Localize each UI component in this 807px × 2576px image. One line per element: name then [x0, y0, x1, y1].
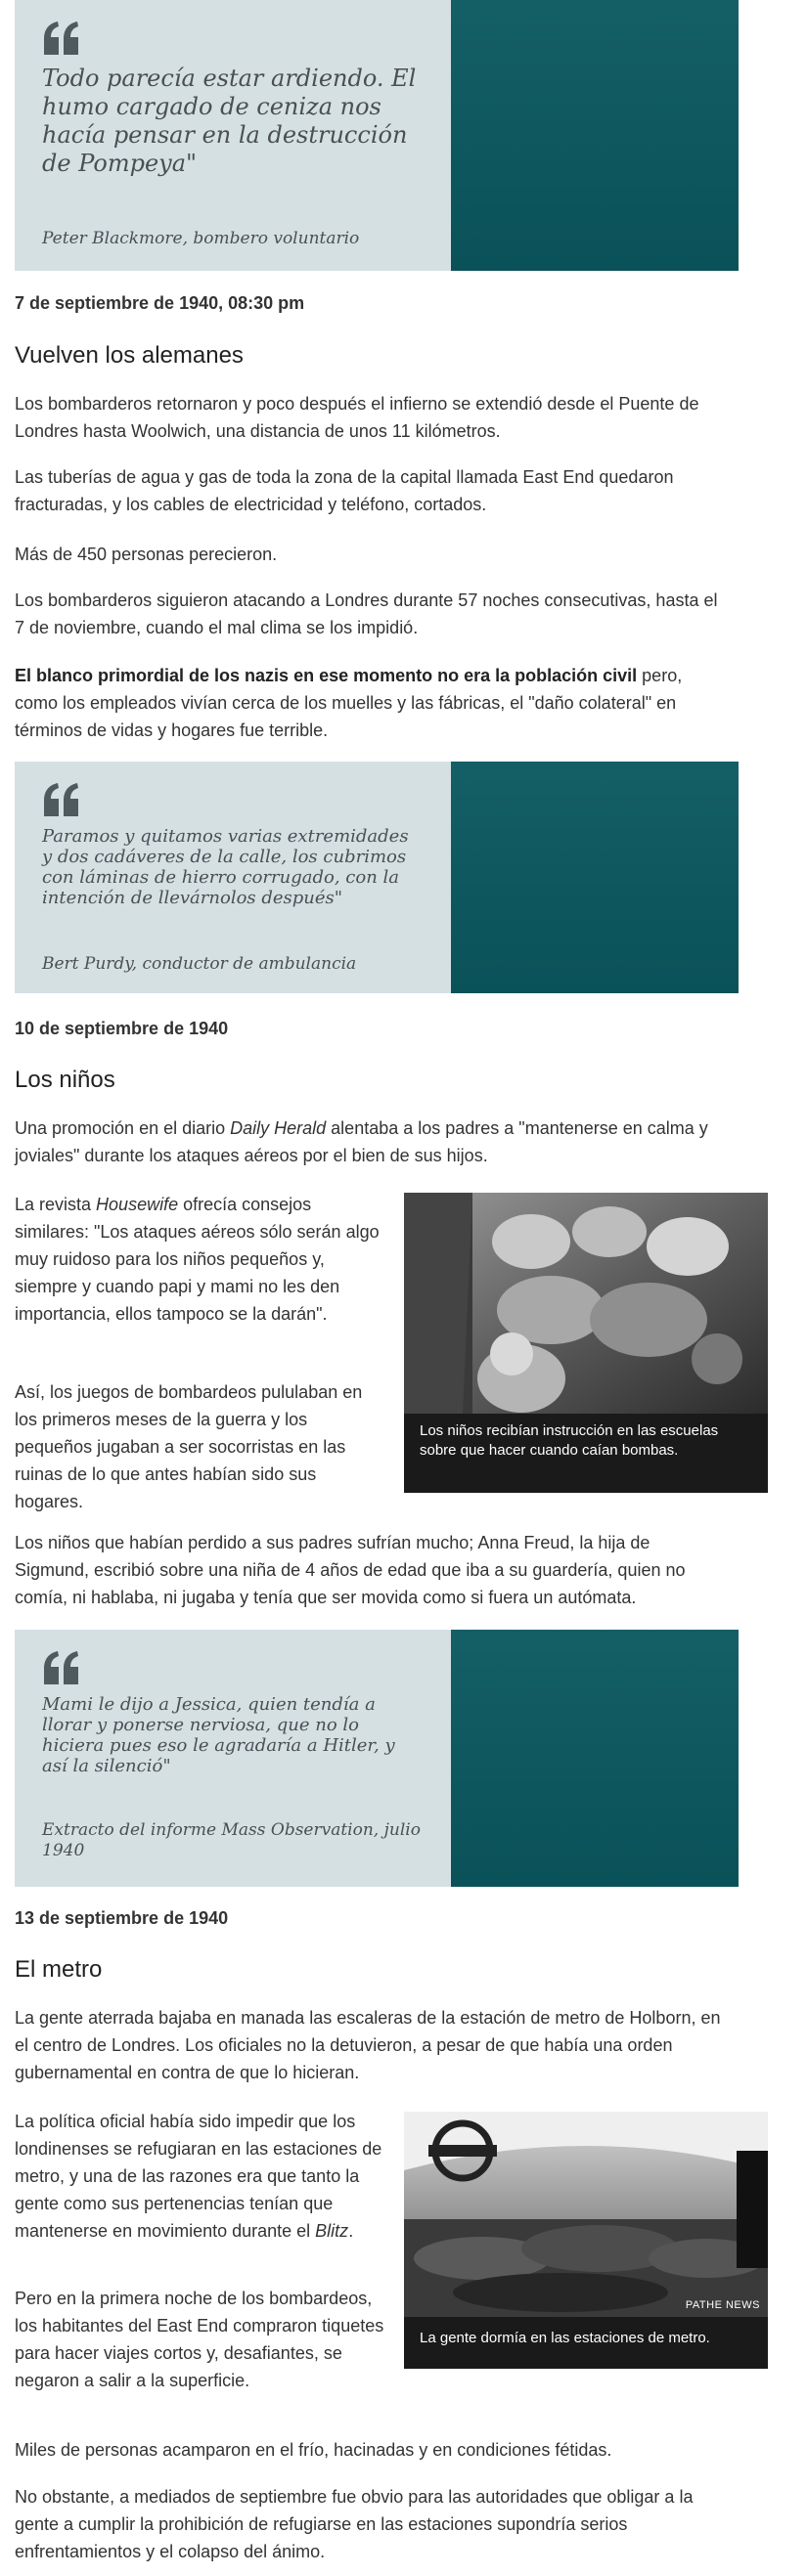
- paragraph: [15, 1114, 729, 1169]
- pull-quote: [15, 0, 739, 271]
- section-date: 13 de septiembre de 1940: [15, 1908, 229, 1928]
- quote-mark-icon: [42, 22, 81, 57]
- paragraph: [15, 662, 729, 744]
- term-blitz: Blitz: [315, 2221, 349, 2241]
- quote-mark-icon: [42, 783, 81, 818]
- photo-caption: Los niños recibían instrucción en las escuelas sobre que hacer cuando caían bombas.: [404, 1414, 768, 1470]
- quote-panel: [15, 0, 451, 271]
- quote-author: Extracto del informe Mass Observation, julio 1940: [42, 1820, 421, 1860]
- paragraph: Así, los juegos de bombardeos pululaban en los primeros meses de la guerra y los pequeños jugaban a ser socorristas en las ruinas de lo que antes habían sido sus hogares.: [15, 1382, 363, 1511]
- quote-accent-panel: [451, 1630, 739, 1887]
- paragraph-rest: pero, como los empleados vivían cerca de los muelles y las fábricas, el "daño colateral" en términos de vidas y hogares fue terrible.: [15, 666, 683, 740]
- section-date: 7 de septiembre de 1940, 08:30 pm: [15, 293, 305, 313]
- paragraph: [15, 2108, 384, 2245]
- paragraph: [15, 1191, 384, 1328]
- paragraph: Pero en la primera noche de los bombardeos, los habitantes del East End compraron tiquetes para hacer viajes cortos y, desafiantes, se negaron a salir a la superficie.: [15, 2289, 384, 2390]
- photo-caption: La gente dormía en las estaciones de metro.: [404, 2317, 768, 2358]
- photo-figure: [404, 2112, 768, 2369]
- paragraph: Los bombarderos retornaron y poco después el infierno se extendió desde el Puente de Londres hasta Woolwich, una distancia de unos 11 kilómetros.: [15, 394, 699, 441]
- text-run: La política oficial había sido impedir que los londinenses se refugiaran en las estaciones de metro, y una de las razones era que tanto la gente como sus pertenencias tenían que mantenerse en movimiento durante el: [15, 2112, 382, 2241]
- photo-credit: PATHE NEWS: [685, 2299, 760, 2311]
- paragraph: Los bombarderos siguieron atacando a Londres durante 57 noches consecutivas, hasta el 7 de noviembre, cuando el mal clima se los impidió.: [15, 590, 718, 637]
- text-run: La revista: [15, 1195, 97, 1214]
- text-run: ofrecía consejos similares: "Los ataques aéreos sólo serán algo muy ruidoso para los niños pequeños y, siempre y cuando papi y mami no les den importancia, ellos tampoco se la darán".: [15, 1195, 380, 1324]
- quote-panel: [15, 762, 451, 993]
- text-run: alentaba a los padres a "mantenerse en calma y joviales" durante los ataques aéreos por el bien de sus hijos.: [15, 1118, 708, 1165]
- text-run: .: [348, 2221, 354, 2241]
- paragraph: Más de 450 personas perecieron.: [15, 545, 278, 564]
- pull-quote: [15, 762, 739, 993]
- quote-mark-icon: [42, 1651, 81, 1686]
- paragraph: Los niños que habían perdido a sus padres sufrían mucho; Anna Freud, la hija de Sigmund, escribió sobre una niña de 4 años de edad que iba a su guardería, quien no comía, ni hablaba, ni jugaba y tenía que ser movida como si fuera un autómata.: [15, 1533, 686, 1607]
- children-photo: [404, 1193, 768, 1414]
- pull-quote: [15, 1630, 739, 1887]
- photo-figure: [404, 1193, 768, 1493]
- metro-station-image: [404, 2112, 768, 2317]
- quote-panel: [15, 1630, 451, 1887]
- paragraph: Miles de personas acamparon en el frío, hacinadas y en condiciones fétidas.: [15, 2440, 612, 2460]
- quote-author: Bert Purdy, conductor de ambulancia: [42, 954, 357, 974]
- children-shelter-image: [404, 1193, 768, 1414]
- publication-name: Daily Herald: [230, 1118, 327, 1138]
- quote-accent-panel: [451, 0, 739, 271]
- quote-author: Peter Blackmore, bombero voluntario: [42, 229, 360, 248]
- section-heading: Vuelven los alemanes: [15, 342, 244, 369]
- section-date: 10 de septiembre de 1940: [15, 1019, 229, 1038]
- quote-text: Todo parecía estar ardiendo. El humo cargado de ceniza nos hacía pensar en la destrucción de Pompeya": [42, 65, 417, 177]
- text-run: Una promoción en el diario: [15, 1118, 231, 1138]
- paragraph: No obstante, a mediados de septiembre fue obvio para las autoridades que obligar a la gente a cumplir la prohibición de refugiarse en las estaciones supondría serios enfrentamientos y el colapso del ánimo.: [15, 2487, 694, 2561]
- paragraph: Las tuberías de agua y gas de toda la zona de la capital llamada East End quedaron fracturadas, y los cables de electricidad y teléfono, cortados.: [15, 467, 674, 514]
- paragraph: La gente aterrada bajaba en manada las escaleras de la estación de metro de Holborn, en el centro de Londres. Los oficiales no la detuvieron, a pesar de que había una orden gubernamental en contra de que lo hicieran.: [15, 2008, 721, 2082]
- bold-lead: El blanco primordial de los nazis en ese momento no era la población civil: [15, 666, 638, 685]
- quote-text: Paramos y quitamos varias extremidades y dos cadáveres de la calle, los cubrimos con láminas de hierro corrugado, con la intención de llevárnolos después": [42, 826, 409, 908]
- section-heading: Los niños: [15, 1067, 115, 1093]
- metro-photo: [404, 2112, 768, 2317]
- publication-name: Housewife: [96, 1195, 179, 1214]
- quote-text: Mami le dijo a Jessica, quien tendía a llorar y ponerse nerviosa, que no lo hiciera pues eso le agradaría a Hitler, y así la silenció": [42, 1694, 395, 1776]
- quote-accent-panel: [451, 762, 739, 993]
- section-heading: El metro: [15, 1956, 103, 1983]
